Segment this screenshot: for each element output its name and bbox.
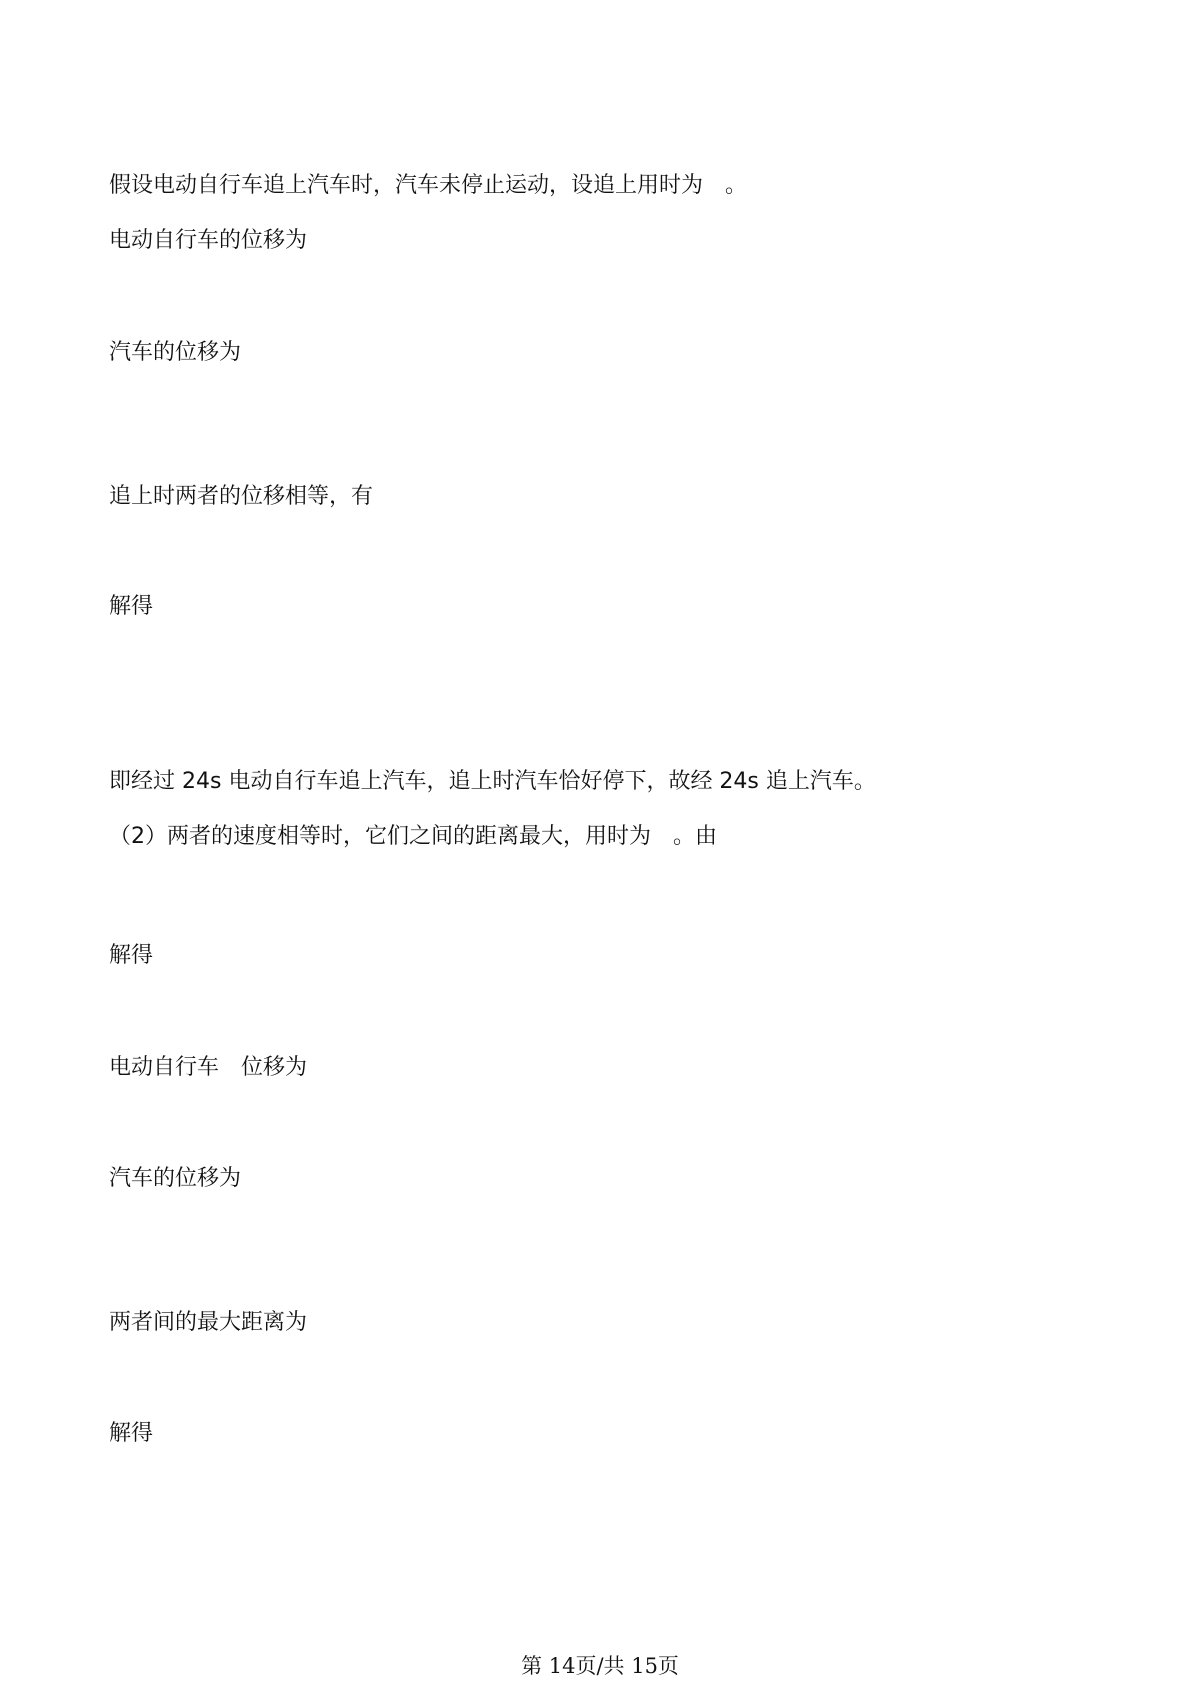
text-line-max-distance: 两者间的最大距离为: [109, 1310, 308, 1335]
text-line-conclusion: 即经过 24s 电动自行车追上汽车，追上时汽车恰好停下，故经 24s 追上汽车。: [109, 769, 876, 794]
text-line-solve-1: 解得: [109, 594, 154, 619]
text-line-car-displacement: 汽车的位移为: [109, 340, 242, 365]
text-line-solve-2: 解得: [109, 943, 154, 968]
text-line-solve-3: 解得: [109, 1421, 154, 1446]
page-footer: 第 14页/共 15页: [521, 1654, 679, 1678]
text-line-assumption: 假设电动自行车追上汽车时，汽车未停止运动，设追上用时为 。: [109, 173, 748, 198]
text-line-equal-displacement: 追上时两者的位移相等，有: [109, 484, 374, 509]
text-line-bike-displacement-2: 电动自行车 位移为: [109, 1055, 308, 1080]
text-line-part-2: （2）两者的速度相等时，它们之间的距离最大，用时为 。由: [109, 824, 717, 849]
text-line-car-displacement-2: 汽车的位移为: [109, 1166, 242, 1191]
text-line-bike-displacement: 电动自行车的位移为: [109, 228, 308, 253]
